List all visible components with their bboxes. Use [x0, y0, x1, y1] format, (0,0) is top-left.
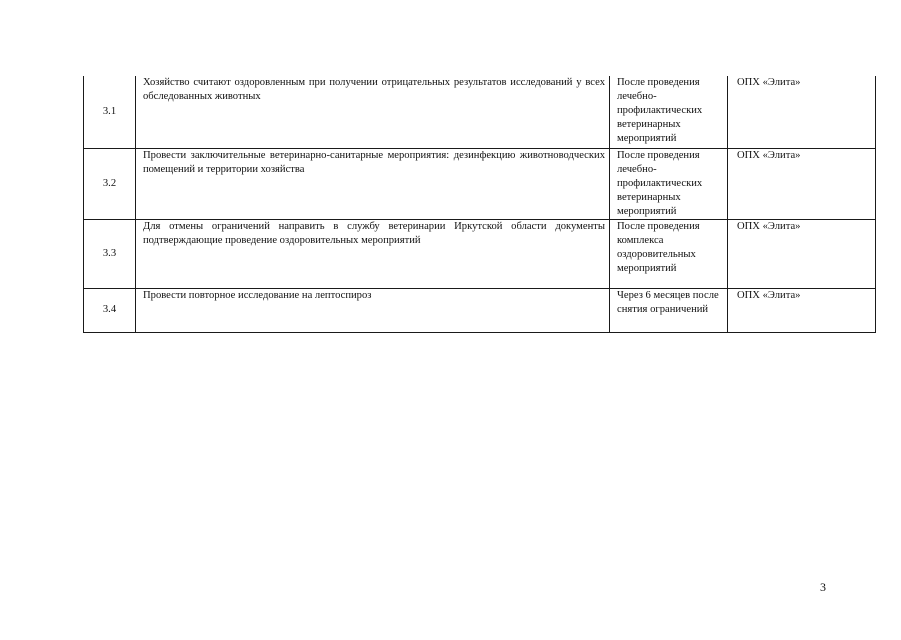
- measure-description: Хозяйство считают оздоровленным при получении отрицательных результатов исследований у всех обследованных животных: [136, 76, 610, 148]
- table-row: [84, 219, 876, 288]
- page-number: 3: [820, 580, 826, 594]
- table-row: [84, 288, 876, 332]
- row-number: 3.2: [84, 148, 136, 219]
- measures-table: [83, 76, 876, 333]
- measure-description: Для отмены ограничений направить в службу ветеринарии Иркутской области документы подтверждающие проведение оздоровительных мероприятий: [136, 219, 610, 288]
- responsible-party: ОПХ «Элита»: [728, 219, 876, 288]
- row-number: 3.1: [84, 76, 136, 148]
- table-row: [84, 76, 876, 148]
- row-number: 3.3: [84, 219, 136, 288]
- responsible-party: ОПХ «Элита»: [728, 76, 876, 148]
- measure-timing: После проведения комплекса оздоровительных мероприятий: [610, 219, 728, 288]
- table-row: [84, 148, 876, 219]
- measure-timing: После проведения лечебно-профилактических ветеринарных мероприятий: [610, 76, 728, 148]
- measure-description: Провести повторное исследование на лептоспироз: [136, 288, 610, 332]
- responsible-party: ОПХ «Элита»: [728, 148, 876, 219]
- responsible-party: ОПХ «Элита»: [728, 288, 876, 332]
- measure-timing: Через 6 месяцев после снятия ограничений: [610, 288, 728, 332]
- measure-timing: После проведения лечебно-профилактических ветеринарных мероприятий: [610, 148, 728, 219]
- row-number: 3.4: [84, 288, 136, 332]
- measure-description: Провести заключительные ветеринарно-санитарные мероприятия: дезинфекцию животноводческих помещений и территории хозяйства: [136, 148, 610, 219]
